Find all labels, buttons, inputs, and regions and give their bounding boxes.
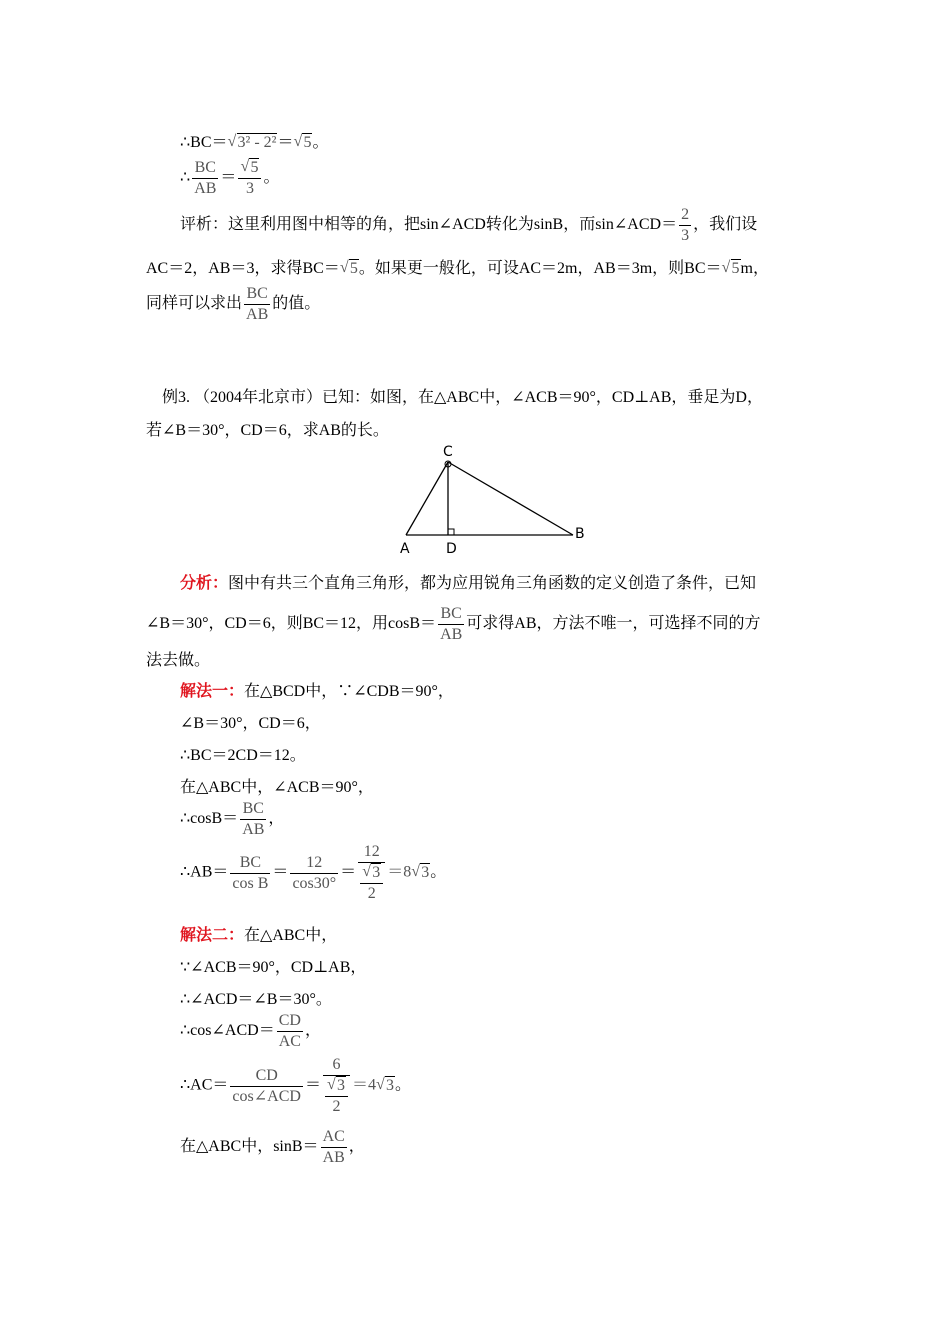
method1-line-6 [180, 842, 446, 904]
text: ，我们设 [693, 216, 758, 234]
radicand: 3 [385, 1076, 394, 1094]
sqrt [411, 863, 430, 883]
numerator: CD [278, 1012, 301, 1029]
method2-line-1 [180, 926, 337, 946]
text: ， [268, 810, 285, 828]
numerator: BC [239, 853, 262, 871]
numerator: BC [246, 285, 268, 302]
denominator: cos30° [292, 874, 337, 892]
fraction [358, 842, 385, 904]
text: ∴AC＝ [180, 1076, 229, 1094]
denominator: 3 [681, 227, 690, 244]
side-ac [406, 462, 448, 535]
label-a: A [400, 541, 410, 557]
text: 的值。 [272, 295, 321, 313]
text: 可求得AB，方法不唯一，可选择不同的方 [466, 615, 761, 633]
text: ∴ [180, 169, 191, 187]
text: ＝ [304, 1076, 321, 1094]
text: 图中有共三个直角三角形，都为应用锐角三角函数的定义创造了条件，已知 [228, 575, 757, 592]
text: ＝ [272, 863, 289, 881]
method2-line-6 [180, 1127, 365, 1168]
comment-line-1 [180, 205, 757, 246]
label-c: C [443, 444, 453, 460]
comment-line-2 [146, 259, 769, 279]
denominator: AB [322, 1149, 345, 1166]
sqrt [293, 133, 312, 153]
fraction [679, 205, 691, 246]
fraction [438, 604, 464, 645]
analysis-label: 分析： [180, 575, 229, 592]
fraction [290, 853, 338, 894]
fraction [321, 1127, 347, 1168]
text: ＝ [277, 134, 294, 151]
numerator: AC [322, 1128, 345, 1145]
sqrt [340, 259, 359, 279]
numerator: 2 [681, 206, 690, 223]
numerator: BC [440, 605, 462, 622]
text: ＝4 [351, 1076, 376, 1094]
numerator: 12 [363, 843, 380, 860]
text: 评析：这里利用图中相等的角，把sin∠ACD转化为sinB，而sin∠ACD＝ [180, 216, 678, 234]
method1-line-3: ∴BC＝2CD＝12。 [180, 747, 306, 764]
text: m， [740, 260, 769, 277]
text: 在△ABC中，sinB＝ [180, 1138, 319, 1156]
radicand: 3² - 2² [237, 134, 277, 151]
text: ＝ [220, 169, 237, 187]
text: ∴cos∠ACD＝ [180, 1022, 275, 1040]
text: ∴AB＝ [180, 863, 229, 881]
radicand: 3 [336, 1077, 345, 1094]
text: 在△ABC中， [244, 927, 338, 944]
comment-line-3 [146, 284, 320, 325]
method1-line-5 [180, 799, 284, 840]
denominator: AC [278, 1033, 301, 1050]
fraction [230, 1066, 303, 1107]
method1-label: 解法一： [180, 683, 245, 700]
numerator: 6 [332, 1056, 341, 1073]
sqrt [327, 1076, 346, 1096]
side-cb [448, 462, 573, 535]
method1-line-1 [180, 682, 454, 702]
denominator: 2 [360, 883, 383, 904]
text: ∴BC＝ [180, 134, 228, 151]
fraction [325, 1076, 348, 1117]
text: ∴cosB＝ [180, 810, 239, 828]
text: 。如果更一般化，可设AC＝2m，AB＝3m，则BC＝ [358, 260, 722, 277]
text: ∠B＝30°，CD＝6，则BC＝12，用cosB＝ [146, 615, 437, 633]
denominator: 3 [238, 178, 261, 199]
analysis-line-2 [146, 604, 761, 645]
fraction [230, 853, 270, 894]
text: 。 [430, 863, 447, 881]
method2-label: 解法二： [180, 927, 245, 944]
text: ＝8 [387, 863, 412, 881]
sqrt [362, 863, 381, 883]
radicand: 5 [349, 260, 358, 277]
fraction [360, 863, 383, 904]
sqrt [228, 133, 278, 153]
fraction [192, 158, 218, 199]
denominator: AB [246, 306, 269, 323]
numerator: BC [194, 159, 216, 176]
radicand: 5 [303, 134, 312, 151]
example-line-2: 若∠B＝30°，CD＝6，求AB的长。 [146, 422, 389, 439]
line-bc-value [180, 133, 328, 153]
method2-line-2: ∵∠ACB＝90°，CD⊥AB， [180, 959, 367, 976]
text: 。 [312, 134, 329, 151]
radicand: 3 [372, 864, 381, 881]
denominator: 2 [325, 1096, 348, 1117]
fraction [238, 158, 261, 199]
method2-line-3: ∴∠ACD＝∠B＝30°。 [180, 991, 332, 1008]
radicand: 3 [421, 863, 430, 881]
analysis-line-1 [180, 574, 756, 594]
sqrt [722, 259, 741, 279]
text: ， [348, 1138, 365, 1156]
text: 同样可以求出 [146, 295, 243, 313]
denominator: AB [194, 180, 217, 197]
radicand: 5 [250, 159, 259, 176]
numerator: CD [255, 1066, 278, 1084]
triangle-figure [390, 440, 600, 558]
label-d: D [446, 541, 457, 557]
sqrt [240, 158, 259, 178]
line-ratio [180, 158, 279, 199]
label-b: B [575, 526, 585, 542]
numerator: 12 [306, 853, 323, 871]
fraction [277, 1011, 303, 1052]
text: AC＝2，AB＝3，求得BC＝ [146, 260, 340, 277]
method2-line-4 [180, 1011, 321, 1052]
fraction [240, 799, 266, 840]
radicand: 5 [731, 260, 740, 277]
text: ＝ [340, 863, 357, 881]
method1-line-4: 在△ABC中，∠ACB＝90°， [180, 779, 374, 796]
fraction [244, 284, 270, 325]
denominator: AB [242, 821, 265, 838]
right-angle-mark-d [448, 529, 454, 535]
fraction [323, 1055, 350, 1117]
denominator: cos∠ACD [232, 1087, 301, 1105]
example-line-1: 例3. （2004年北京市）已知：如图，在△ABC中，∠ACB＝90°，CD⊥AB，垂足为D， [162, 389, 763, 406]
text: 在△BCD中，∵∠CDB＝90°， [244, 683, 454, 700]
text: 。 [263, 169, 280, 187]
sqrt [376, 1076, 395, 1096]
numerator: BC [242, 800, 264, 817]
denominator: cos B [232, 874, 269, 892]
denominator: AB [440, 626, 463, 643]
method1-line-2: ∠B＝30°，CD＝6， [180, 715, 321, 732]
analysis-line-3: 法去做。 [146, 652, 211, 669]
method2-line-5 [180, 1055, 411, 1117]
text: ， [304, 1022, 321, 1040]
text: 。 [394, 1076, 411, 1094]
